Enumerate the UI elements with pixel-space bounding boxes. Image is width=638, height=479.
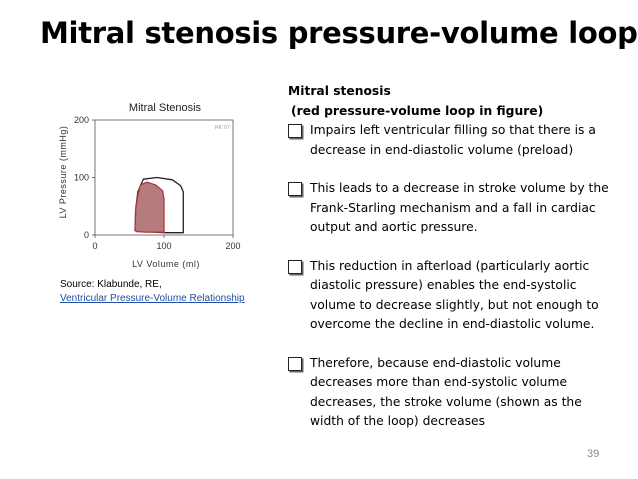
x-tick-label: 200 [225, 241, 241, 251]
checkbox-bullet-icon [288, 182, 302, 196]
content-panel [288, 82, 618, 432]
bullet-item [288, 354, 618, 432]
y-axis-label: LV Pressure (mmHg) [58, 125, 68, 219]
bullet-text: This reduction in afterload (particularly aortic diastolic pressure) enables the end-systolic volume to decrease slightly, but not enough to overcome the decline in end-diastolic volume. [310, 258, 599, 331]
x-axis-label: LV Volume (ml) [132, 259, 200, 269]
chart-title: Mitral Stenosis [128, 102, 202, 114]
content-subheading: (red pressure-volume loop in figure) [291, 103, 544, 118]
bullet-item [288, 179, 618, 238]
bullet-text: Therefore, because end-diastolic volume decreases more than end-systolic volume decreases, the stroke volume (shown as the width of the loop) decreases [310, 355, 582, 428]
mitral-stenosis-loop [135, 182, 164, 233]
bullet-text: Impairs left ventricular filling so that there is a decrease in end-diastolic volume (preload) [310, 123, 596, 157]
y-tick-label: 100 [73, 172, 89, 183]
chart-watermark: RK '07 [215, 125, 230, 131]
page-number: 39 [587, 448, 600, 460]
bullet-item [288, 121, 618, 160]
y-tick-label: 200 [73, 115, 89, 125]
checkbox-bullet-icon [288, 124, 302, 138]
x-tick-label: 100 [156, 241, 172, 251]
source-text: Source: Klabunde, RE, [60, 279, 162, 290]
checkbox-bullet-icon [288, 260, 302, 274]
y-tick-label: 0 [83, 230, 89, 240]
bullet-text: This leads to a decrease in stroke volume by the Frank-Starling mechanism and a fall in cardiac output and aortic pressure. [310, 181, 609, 234]
slide-title: Mitral stenosis pressure-volume loop [40, 16, 638, 50]
content-heading: Mitral stenosis [288, 84, 391, 98]
source-citation [60, 278, 245, 306]
bullet-item [288, 257, 618, 335]
checkbox-bullet-icon [288, 357, 302, 371]
pv-loop-chart [55, 100, 255, 280]
x-tick-label: 0 [92, 241, 98, 251]
source-link[interactable]: Ventricular Pressure-Volume Relationship [60, 293, 245, 304]
